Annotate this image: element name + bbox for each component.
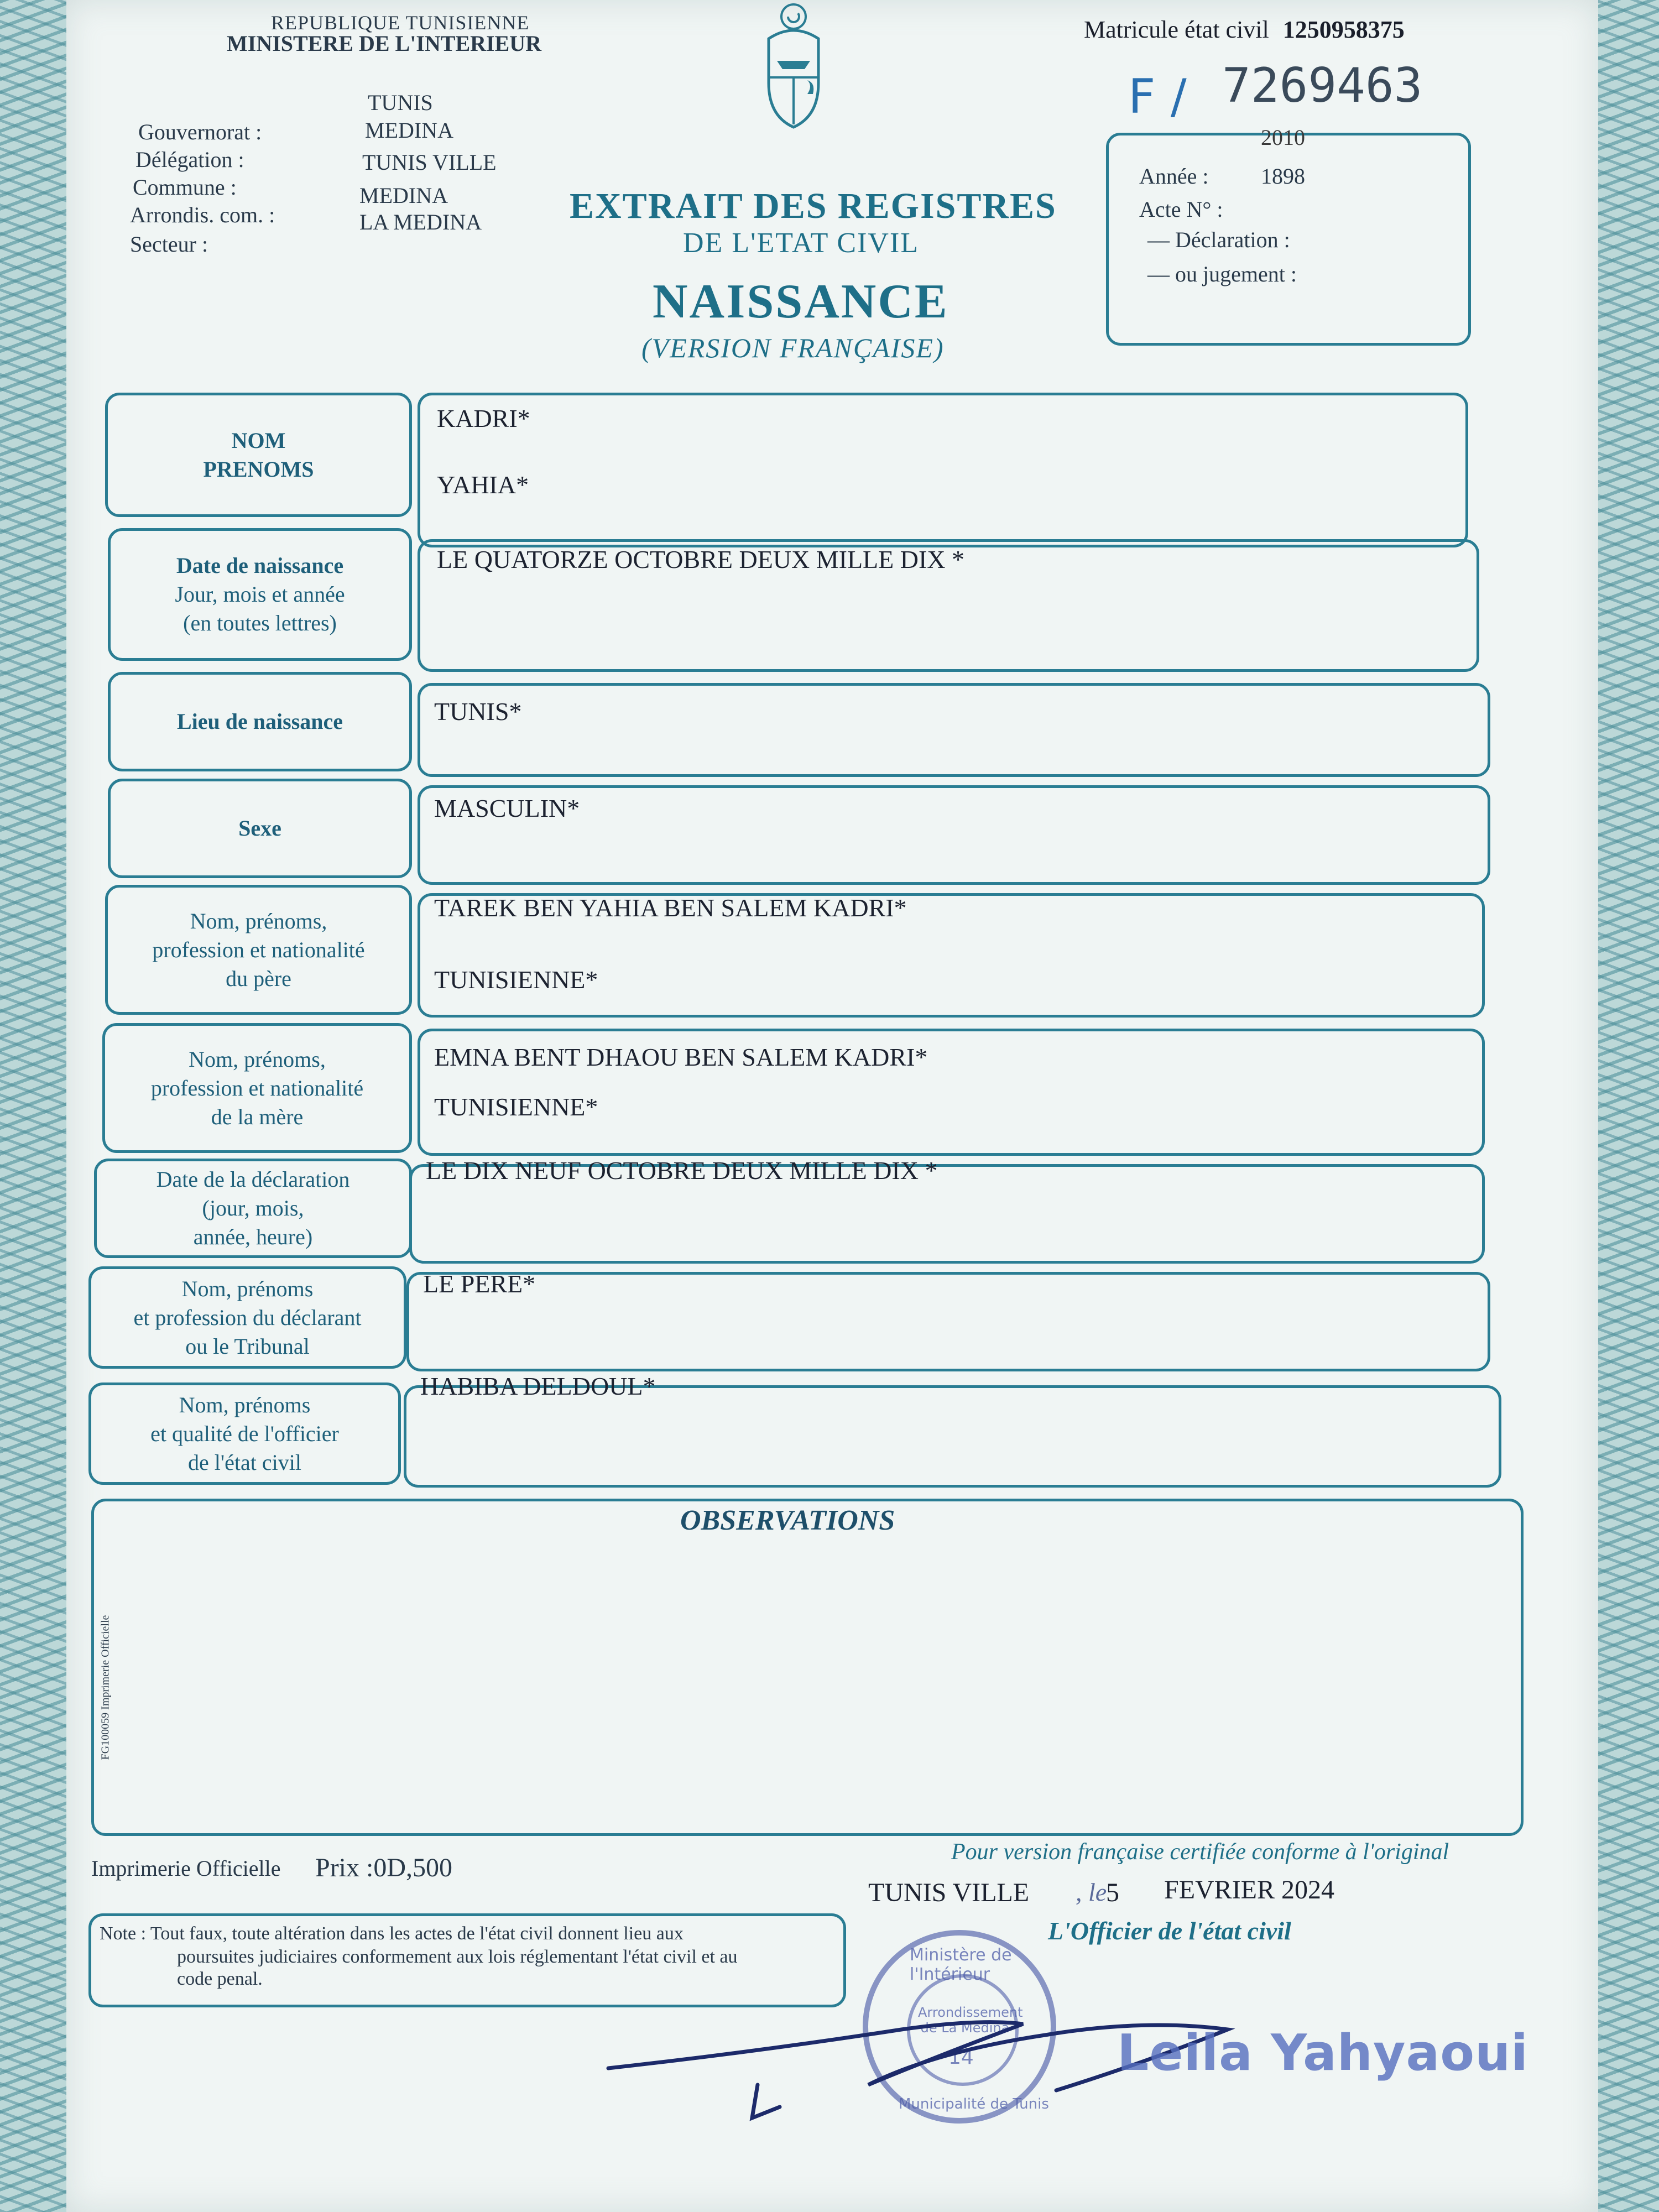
date-month-year-value: FEVRIER 2024 xyxy=(1164,1875,1335,1905)
label-date-declaration xyxy=(94,1159,412,1258)
matricule-label: Matricule état civil xyxy=(1084,16,1269,43)
value-mere-nationalite: TUNISIENNE* xyxy=(434,1093,598,1121)
gouvernorat-label: Gouvernorat : xyxy=(138,119,262,144)
birth-certificate-document xyxy=(66,0,1598,2212)
label-officier-line1: Nom, prénoms xyxy=(179,1392,311,1417)
commune-value: TUNIS VILLE xyxy=(362,150,497,175)
label-pere-line3: du père xyxy=(226,966,291,991)
label-lieu-naissance xyxy=(108,672,412,771)
officer-signature-name: Leila Yahyaoui xyxy=(1117,2024,1529,2082)
officer-title: L'Officier de l'état civil xyxy=(1048,1917,1291,1945)
label-date-declaration-line3: année, heure) xyxy=(193,1224,313,1249)
serial-prefix: F / xyxy=(1128,69,1187,124)
note-line-1: Note : Tout faux, toute altération dans les actes de l'état civil donnent lieu aux xyxy=(100,1923,684,1944)
label-mere xyxy=(102,1023,412,1153)
delegation-value: MEDINA xyxy=(365,118,453,143)
acte-number-label: Acte N° : xyxy=(1139,197,1223,222)
annee-label: Année : xyxy=(1139,164,1209,189)
label-date-naissance xyxy=(108,528,412,661)
value-declarant: LE PERE* xyxy=(423,1270,536,1298)
version-label: (VERSION FRANÇAISE) xyxy=(641,332,945,363)
year-top-value: 2010 xyxy=(1261,125,1305,150)
delegation-label: Délégation : xyxy=(135,147,244,172)
value-lieu-naissance: TUNIS* xyxy=(434,697,522,726)
republic-label: REPUBLIQUE TUNISIENNE xyxy=(271,12,530,34)
label-sexe xyxy=(108,779,412,878)
label-pere xyxy=(105,885,412,1015)
observations-title: OBSERVATIONS xyxy=(680,1505,895,1536)
commune-label: Commune : xyxy=(133,175,237,200)
label-mere-line2: profession et nationalité xyxy=(150,1075,364,1100)
value-pere-nom: TAREK BEN YAHIA BEN SALEM KADRI* xyxy=(434,894,907,922)
field-nom-prenoms xyxy=(418,393,1468,547)
stamp-bottom-text: Municipalité de Tunis xyxy=(899,2096,1049,2112)
serial-number: 7269463 xyxy=(1222,58,1423,113)
value-date-naissance: LE QUATORZE OCTOBRE DEUX MILLE DIX * xyxy=(437,545,965,573)
label-declarant-line2: et profession du déclarant xyxy=(133,1305,362,1330)
label-sexe-title: Sexe xyxy=(238,816,281,841)
label-officier-line3: de l'état civil xyxy=(188,1449,301,1475)
document-title: EXTRAIT DES REGISTRES xyxy=(570,186,1057,226)
certified-label: Pour version française certifiée conforme à l'original xyxy=(951,1839,1449,1865)
label-date-declaration-line1: Date de la déclaration xyxy=(156,1167,350,1192)
label-date-naissance-title: Date de naissance xyxy=(176,553,344,578)
secteur-value: LA MEDINA xyxy=(359,210,482,234)
stamp-inner-text: Arrondissement de La Medina xyxy=(918,2005,1023,2036)
label-date-naissance-sub1: Jour, mois et année xyxy=(175,582,345,607)
note-line-2: poursuites judiciaires conformement aux lois réglementant l'état civil et au xyxy=(177,1947,738,1967)
arrondis-label: Arrondis. com. : xyxy=(130,202,275,227)
label-prenoms: PRENOMS xyxy=(203,456,314,482)
value-pere-nationalite: TUNISIENNE* xyxy=(434,966,598,994)
label-officier-line2: et qualité de l'officier xyxy=(150,1421,339,1446)
value-prenoms: YAHIA* xyxy=(437,471,529,499)
label-mere-line1: Nom, prénoms, xyxy=(189,1046,326,1072)
jugement-label: — ou jugement : xyxy=(1147,262,1297,286)
coat-of-arms-icon xyxy=(758,0,830,133)
field-declarant xyxy=(406,1272,1490,1371)
label-declarant-line3: ou le Tribunal xyxy=(185,1333,310,1359)
price-label: Prix :0D,500 xyxy=(315,1853,453,1882)
label-date-declaration-line2: (jour, mois, xyxy=(202,1196,304,1220)
date-le-label: , le xyxy=(1076,1878,1107,1906)
value-nom: KADRI* xyxy=(437,404,530,432)
label-date-naissance-sub2: (en toutes lettres) xyxy=(183,611,337,635)
declaration-label: — Déclaration : xyxy=(1147,227,1290,252)
label-mere-line3: de la mère xyxy=(211,1104,304,1129)
place-value: TUNIS VILLE xyxy=(868,1878,1030,1907)
value-mere-nom: EMNA BENT DHAOU BEN SALEM KADRI* xyxy=(434,1043,928,1071)
matricule-value: 1250958375 xyxy=(1282,16,1405,43)
matricule xyxy=(1084,15,1405,44)
label-pere-line2: profession et nationalité xyxy=(152,937,365,962)
label-lieu-naissance-title: Lieu de naissance xyxy=(176,709,343,734)
document-subtitle: DE L'ETAT CIVIL xyxy=(683,227,920,259)
stamp-outer-text: Ministère de l'Intérieur xyxy=(910,1945,1012,1984)
value-officier: HABIBA DELDOUL* xyxy=(420,1372,656,1400)
printer-code: FG100059 Imprimerie Officielle xyxy=(99,1615,112,1760)
ministry-label: MINISTERE DE L'INTERIEUR xyxy=(227,31,542,56)
label-nom: NOM xyxy=(231,427,286,453)
label-declarant-line1: Nom, prénoms xyxy=(181,1276,314,1301)
note-line-3: code penal. xyxy=(177,1969,263,1989)
label-officier xyxy=(88,1383,401,1485)
certificate-type: NAISSANCE xyxy=(653,275,949,328)
label-nom-prenoms xyxy=(105,393,412,517)
gouvernorat-value: TUNIS xyxy=(368,90,433,115)
label-pere-line1: Nom, prénoms, xyxy=(190,908,327,933)
secteur-label: Secteur : xyxy=(130,232,208,257)
observations-box xyxy=(91,1499,1524,1836)
value-date-declaration: LE DIX NEUF OCTOBRE DEUX MILLE DIX * xyxy=(426,1156,938,1185)
printer-label: Imprimerie Officielle xyxy=(91,1856,281,1881)
arrondis-value: MEDINA xyxy=(359,183,448,208)
annee-value: 1898 xyxy=(1261,164,1305,189)
label-declarant xyxy=(88,1266,406,1369)
date-day-value: 5 xyxy=(1106,1878,1119,1907)
stamp-number: 14 xyxy=(948,2046,974,2069)
field-lieu-naissance xyxy=(418,683,1490,777)
value-sexe: MASCULIN* xyxy=(434,794,580,822)
